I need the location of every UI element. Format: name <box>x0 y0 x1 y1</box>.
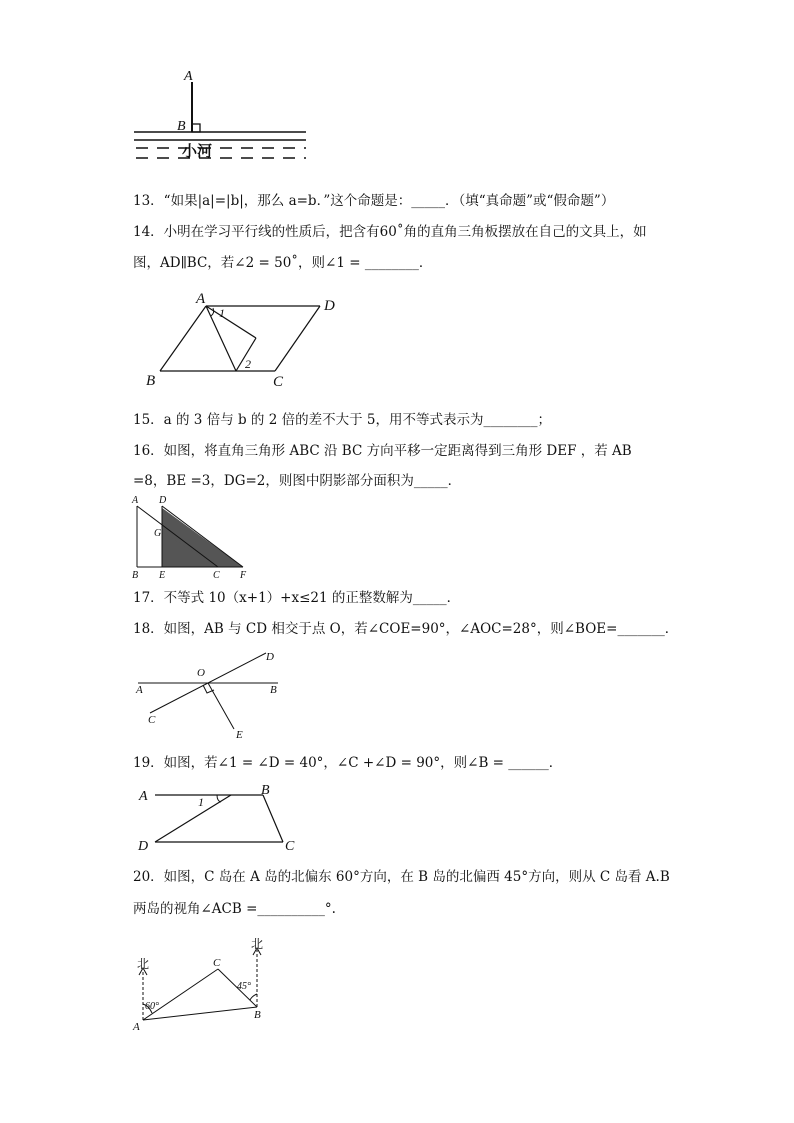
label-g: G <box>154 528 162 539</box>
question-13: 13．“如果|a|=|b|，那么 a=b．”这个命题是：_____．（填“真命题”或“假命题”） <box>133 193 615 209</box>
label-d: D <box>266 651 274 663</box>
label-a: A <box>196 291 206 307</box>
angle-45-arc <box>250 994 257 1000</box>
label-angle-1: 1 <box>198 795 204 809</box>
figure-trapezoid <box>135 783 305 853</box>
label-c: C <box>213 957 221 969</box>
figure-parallelogram-triangle <box>140 288 350 390</box>
label-north-b: 北 <box>251 937 264 951</box>
label-b: B <box>146 373 156 389</box>
label-d: D <box>324 298 335 314</box>
question-14-line1: 14．小明在学习平行线的性质后，把含有60˚角的直角三角板摆放在自己的文具上，如 <box>133 224 647 240</box>
line-bc <box>263 795 283 842</box>
question-19: 19．如图，若∠1 = ∠D = 40°，∠C +∠D = 90°，则∠B = ______． <box>133 755 563 771</box>
figure-intersecting-lines <box>130 645 290 743</box>
label-north-a: 北 <box>137 957 150 971</box>
label-b: B <box>254 1009 261 1021</box>
right-angle-mark <box>192 124 200 132</box>
line-d-to-ab <box>155 795 231 842</box>
ray-oe <box>208 683 234 729</box>
figure-translated-triangles <box>128 492 258 584</box>
figure-river-perpendicular <box>130 66 310 166</box>
label-river: 小河 <box>182 142 213 160</box>
label-angle-45: 45° <box>237 981 251 992</box>
label-a: A <box>139 789 148 804</box>
label-c: C <box>148 714 156 726</box>
question-16-line2: =8，BE =3，DG=2，则图中阴影部分面积为_____． <box>133 473 462 489</box>
label-c: C <box>213 570 220 581</box>
label-b: B <box>132 570 139 581</box>
label-a: A <box>184 69 193 84</box>
label-angle-2: 2 <box>245 357 251 371</box>
label-d: D <box>138 839 149 853</box>
right-angle-mark <box>203 685 214 693</box>
question-20-line1: 20．如图，C 岛在 A 岛的北偏东 60°方向，在 B 岛的北偏西 45°方向，则从 C 岛看 A.B <box>133 869 670 885</box>
label-c: C <box>285 839 295 853</box>
label-a: A <box>136 684 143 696</box>
label-c: C <box>273 374 284 390</box>
line-dc <box>275 306 320 371</box>
figure-island-bearings <box>130 932 280 1037</box>
label-e: E <box>159 570 166 581</box>
label-b: B <box>177 119 186 134</box>
label-a: A <box>133 1021 140 1033</box>
question-17: 17．不等式 10（x+1）+x≤21 的正整数解为_____． <box>133 590 461 606</box>
label-d: D <box>159 495 167 506</box>
question-18: 18．如图，AB 与 CD 相交于点 O，若∠COE=90°，∠AOC=28°，则∠BOE=_______． <box>133 621 679 637</box>
question-20-line2: 两岛的视角∠ACB =__________°. <box>133 901 336 917</box>
label-a: A <box>132 495 139 506</box>
question-15: 15．a 的 3 倍与 b 的 2 倍的差不大于 5，用不等式表示为________； <box>133 412 551 428</box>
line-ab <box>160 306 206 371</box>
label-angle-60: 60° <box>145 1001 159 1012</box>
label-b: B <box>270 684 277 696</box>
label-e: E <box>236 729 243 741</box>
label-f: F <box>240 570 247 581</box>
label-o: O <box>197 667 205 679</box>
question-14-line2: 图，AD∥BC，若∠2 = 50˚，则∠1 = ________． <box>133 255 433 271</box>
label-angle-1: 1 <box>219 306 225 320</box>
label-b: B <box>261 783 270 798</box>
question-16-line1: 16．如图，将直角三角形 ABC 沿 BC 方向平移一定距离得到三角形 DEF ，若 AB <box>133 443 632 459</box>
